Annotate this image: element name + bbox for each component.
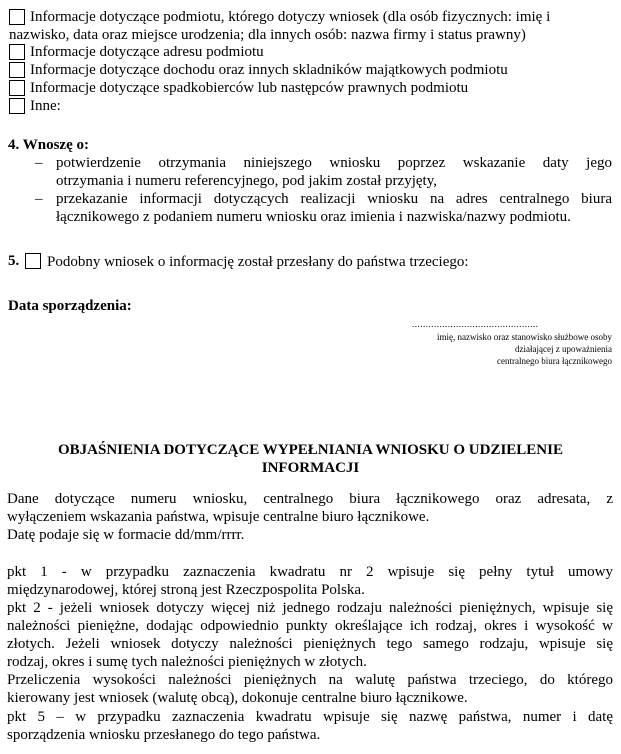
- checkbox-address-info[interactable]: [9, 44, 25, 60]
- explanation-line-1: Dane dotyczące numeru wniosku, centralnego biura łącznikowego oraz adresata, z: [7, 491, 613, 507]
- checkbox-heirs-info[interactable]: [9, 80, 25, 96]
- explanation-line-6: międzynarodowej, której stroną jest Rzeczpospolita Polska.: [7, 582, 365, 598]
- checklist-item-subject: Informacje dotyczące podmiotu, którego dotyczy wniosek (dla osób fizycznych: imię i: [30, 9, 551, 25]
- signature-line-2: działającej z upoważnienia: [515, 344, 612, 354]
- explanation-line-11: Przeliczenia wysokości należności pieniężnych na walutę państwa trzeciego, do którego: [7, 672, 613, 688]
- explanation-line-12: kierowany jest wniosek (walutę obcą), dokonuje centralne biuro łącznikowe.: [7, 690, 468, 706]
- section4-item1-line2: otrzymania i numeru referencyjnego, pod jakim został przyjęty,: [56, 173, 437, 189]
- explanation-line-14: sporządzenia wniosku przesłanego do tego państwa.: [7, 727, 321, 743]
- explanations-title-1: OBJAŚNIENIA DOTYCZĄCE WYPEŁNIANIA WNIOSKU O UDZIELENIE: [58, 442, 563, 458]
- signature-line-1: imię, nazwisko oraz stanowisko służbowe osoby: [437, 332, 612, 342]
- checklist-item-address: Informacje dotyczące adresu podmiotu: [30, 44, 264, 60]
- section4-item1-line1: potwierdzenie otrzymania niniejszego wniosku poprzez wskazanie daty jego: [56, 155, 612, 171]
- section4-dash-1: –: [35, 155, 43, 171]
- date-label: Data sporządzenia:: [8, 298, 132, 314]
- explanations-title-2: INFORMACJI: [261, 460, 360, 476]
- explanation-line-3: Datę podaje się w formacie dd/mm/rrrr.: [7, 527, 245, 543]
- checklist-item-other: Inne:: [30, 98, 61, 114]
- explanation-line-2: wyłączeniem wskazania państwa, wpisuje centralne biuro łącznikowe.: [7, 509, 430, 525]
- section4-item2-line1: przekazanie informacji dotyczących realizacji wniosku na adres centralnego biura: [56, 191, 612, 207]
- explanation-line-7: pkt 2 - jeżeli wniosek dotyczy więcej niż jednego rodzaju należności pieniężnych, wpisuje się: [7, 600, 613, 616]
- signature-dots: ..............................................: [412, 319, 539, 329]
- checkbox-sent-to-third-country[interactable]: [25, 253, 41, 269]
- section5-text: Podobny wniosek o informację został przesłany do państwa trzeciego:: [47, 254, 469, 270]
- checkbox-subject-info[interactable]: [9, 9, 25, 25]
- checkbox-other[interactable]: [9, 98, 25, 114]
- checkbox-income-info[interactable]: [9, 62, 25, 78]
- signature-line-3: centralnego biura łącznikowego: [497, 356, 612, 366]
- section4-heading: 4. Wnoszę o:: [8, 137, 89, 153]
- checklist-item-income: Informacje dotyczące dochodu oraz innych skladników majątkowych podmiotu: [30, 62, 508, 78]
- explanation-line-5: pkt 1 - w przypadku zaznaczenia kwadratu nr 2 wpisuje się pełny tytuł umowy: [7, 564, 613, 580]
- explanation-line-13: pkt 5 – w przypadku zaznaczenia kwadratu wpisuje się nazwę państwa, numer i datę: [7, 709, 613, 725]
- explanation-line-9: złotych. Jeżeli wniosek dotyczy należności pieniężnych tego samego rodzaju, wpisuje się: [7, 636, 613, 652]
- section4-item2-line2: łącznikowego z podaniem numeru wniosku oraz imienia i nazwiska/nazwy podmiotu.: [56, 209, 571, 225]
- checklist-item-heirs: Informacje dotyczące spadkobierców lub następców prawnych podmiotu: [30, 80, 469, 96]
- checklist-item-subject-cont: nazwisko, data oraz miejsce urodzenia; dla innych osób: nazwa firmy i status prawny): [9, 27, 526, 43]
- section4-dash-2: –: [35, 191, 43, 207]
- explanation-line-10: rodzaj, okres i sumę tych należności pieniężnych w złotych.: [7, 654, 367, 670]
- section5-number: 5.: [8, 253, 20, 269]
- explanation-line-8: należności pieniężne, dodając odpowiednio punkty określające ich rodzaj, okres i wysokość w: [7, 618, 613, 634]
